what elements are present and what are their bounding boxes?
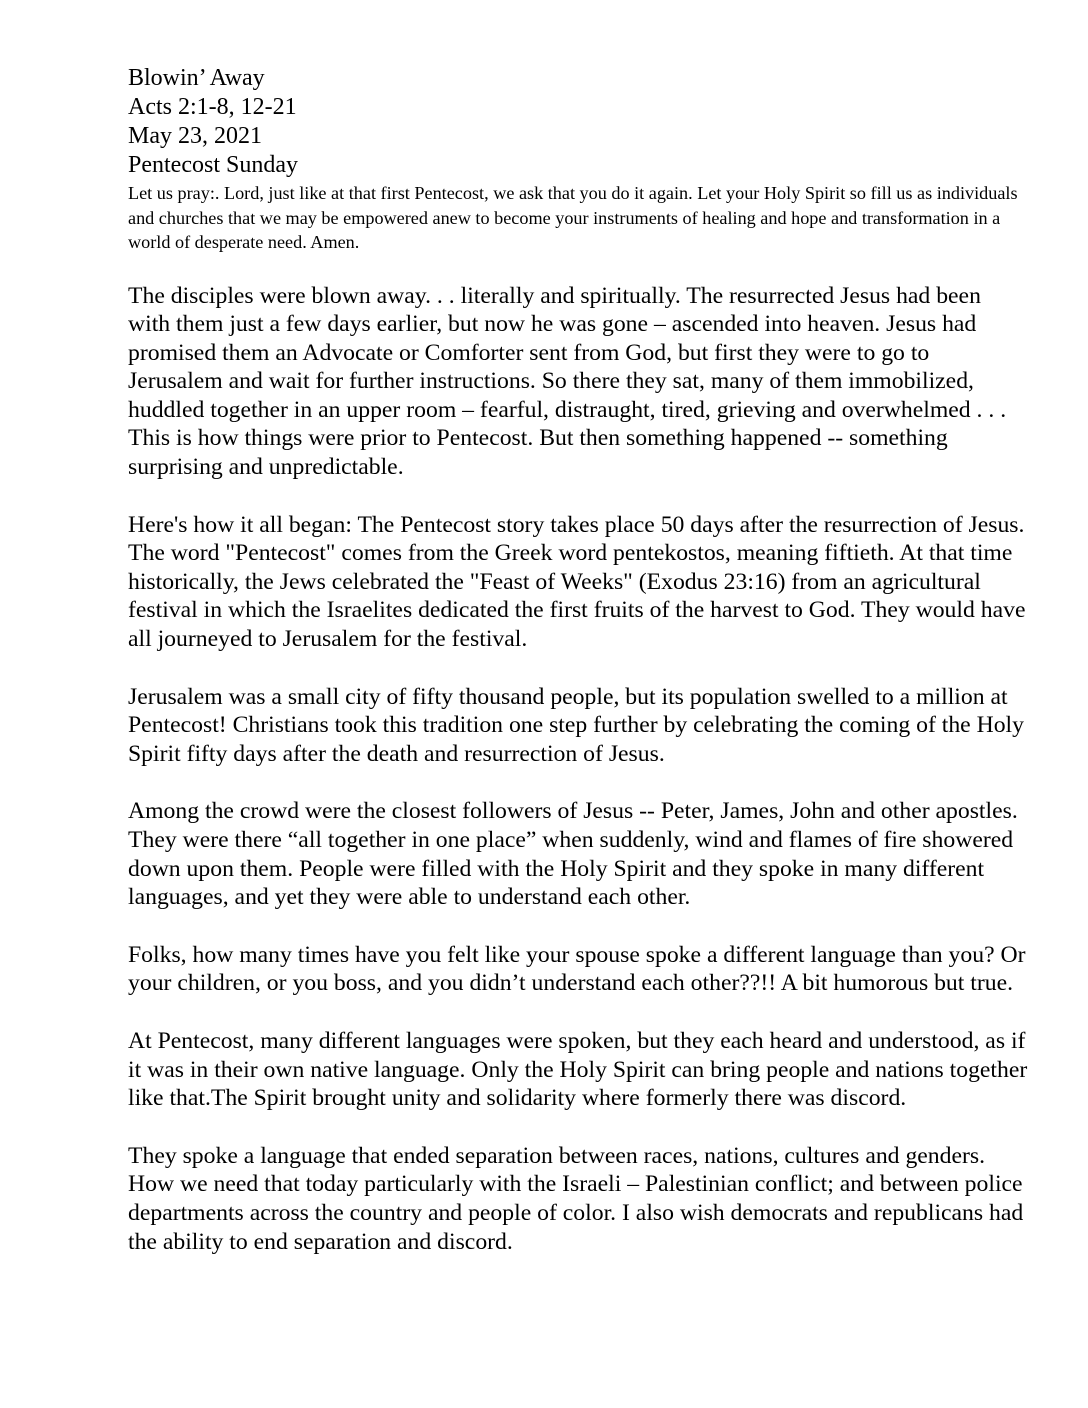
paragraph-ended-separation: They spoke a language that ended separation between races, nations, cultures and genders. How we need that today particularly with the Israeli – Palestinian conflict; and between police departments across the country and people of color. I also wish democrats and republicans had the ability to end separation and discord. (128, 1142, 1024, 1255)
paragraph-how-it-began: Here's how it all began: The Pentecost story takes place 50 days after the resurrection of Jesus. The word "Pentecost" comes from the Greek word pentekostos, meaning fiftieth. At that time historically, the Jews celebrated the "Feast of Weeks" (Exodus 23:16) from an agricultural festival in which the Israelites dedicated the first fruits of the harvest to God. They would have all journeyed to Jerusalem for the festival. (128, 511, 1026, 653)
paragraph-jerusalem-population: Jerusalem was a small city of fifty thousand people, but its population swelled to a million at Pentecost! Christians took this tradition one step further by celebrating the coming of the Holy Spirit fifty days after the death and resurrection of Jesus. (128, 683, 1024, 767)
paragraph-among-the-crowd: Among the crowd were the closest followers of Jesus -- Peter, James, John and other apostles. They were there “all together in one place” when suddenly, wind and flames of fire showered down upon them. People were filled with the Holy Spirit and they spoke in many different languages, and yet they were able to understand each other. (128, 798, 1018, 911)
sermon-date: May 23, 2021 (128, 123, 262, 149)
paragraph-disciples-blown-away: The disciples were blown away. . . literally and spiritually. The resurrected Jesus had been with them just a few days earlier, but now he was gone – ascended into heaven. Jesus had promised them an Advocate or Comforter sent from God, but first they were to go to Jerusalem and wait for further instructions. So there they sat, many of them immobilized, huddled together in an upper room – fearful, distraught, tired, grieving and overwhelmed . . . This is how things were prior to Pentecost. But then something happened -- something surprising and unpredictable. (128, 282, 1007, 481)
scripture-reference: Acts 2:1-8, 12-21 (128, 94, 297, 120)
liturgical-occasion: Pentecost Sunday (128, 152, 298, 178)
paragraph-different-language: Folks, how many times have you felt like your spouse spoke a different language than you? Or your children, or you boss, and you didn’t understand each other??!! A bit humorous but true. (128, 941, 1026, 997)
opening-prayer: Let us pray:. Lord, just like at that first Pentecost, we ask that you do it again. Let your Holy Spirit so fill us as individuals and churches that we may be empowered anew to become your instruments of healing and hope and transformation in a world of desperate need. Amen. (128, 183, 1018, 252)
paragraph-at-pentecost: At Pentecost, many different languages were spoken, but they each heard and understood, as if it was in their own native language. Only the Holy Spirit can bring people and nations together like that.The Spirit brought unity and solidarity where formerly there was discord. (128, 1027, 1028, 1112)
sermon-body (128, 64, 1028, 1256)
sermon-title: Blowin’ Away (128, 65, 265, 91)
